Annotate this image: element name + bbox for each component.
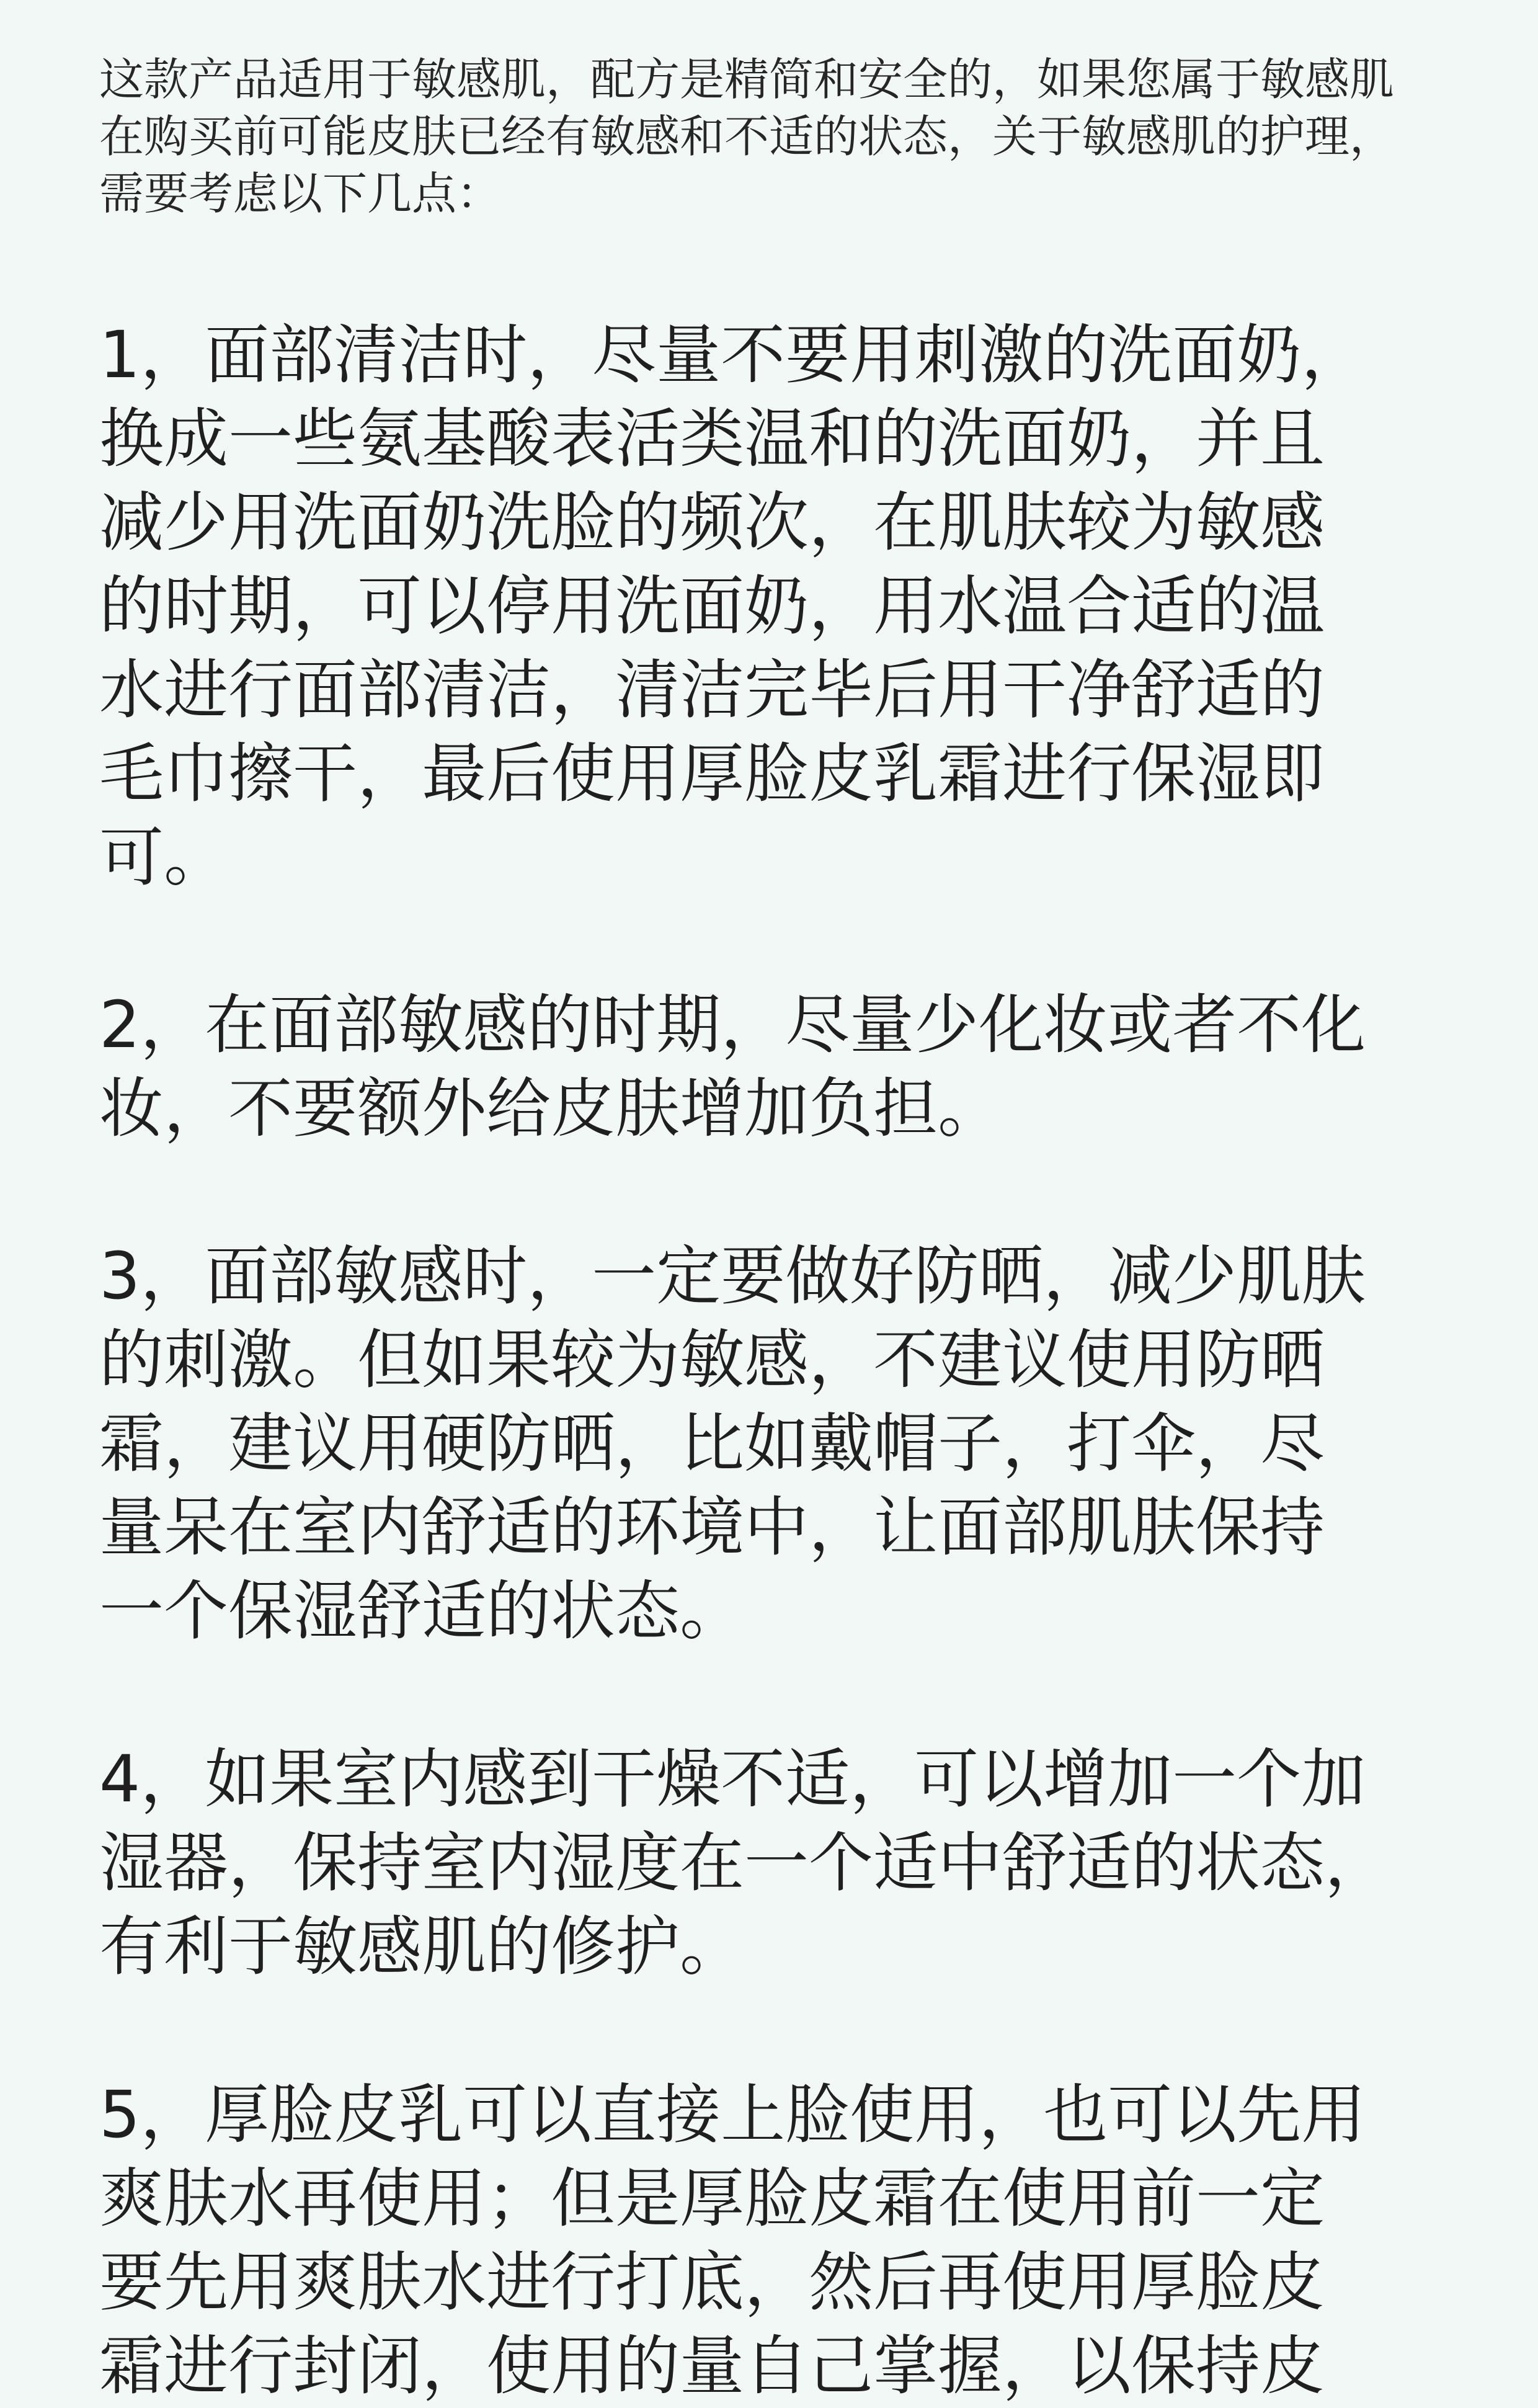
tip-line: 爽肤水再使用；但是厚脸皮霜在使用前一定 bbox=[99, 2161, 1325, 2236]
tip-line: 可。 bbox=[99, 819, 229, 895]
care-tip-1 bbox=[99, 313, 1451, 899]
tip-line: 量呆在室内舒适的环境中，让面部肌肤保持 bbox=[99, 1489, 1325, 1565]
tip-line: 4，如果室内感到干燥不适，可以增加一个加 bbox=[99, 1741, 1366, 1817]
care-tip-2 bbox=[99, 983, 1451, 1151]
tip-line: 霜进行封闭，使用的量自己掌握，以保持皮 bbox=[99, 2328, 1325, 2404]
tip-line: 的刺激。但如果较为敏感，不建议使用防晒 bbox=[99, 1322, 1325, 1398]
tip-line: 要先用爽肤水进行打底，然后再使用厚脸皮 bbox=[99, 2244, 1325, 2320]
tip-line: 霜，建议用硬防晒，比如戴帽子，打伞，尽 bbox=[99, 1406, 1325, 1481]
tip-line: 换成一些氨基酸表活类温和的洗面奶，并且 bbox=[99, 401, 1325, 476]
tip-line: 1，面部清洁时，尽量不要用刺激的洗面奶， bbox=[99, 317, 1366, 393]
tip-line: 减少用洗面奶洗脸的频次，在肌肤较为敏感 bbox=[99, 484, 1325, 560]
tip-line: 水进行面部清洁，清洁完毕后用干净舒适的 bbox=[99, 652, 1325, 728]
tip-line: 有利于敏感肌的修护。 bbox=[99, 1909, 745, 1984]
tip-line: 湿器，保持室内湿度在一个适中舒适的状态， bbox=[99, 1825, 1390, 1901]
intro-line: 需要考虑以下几点： bbox=[99, 167, 502, 220]
tip-line: 妆，不要额外给皮肤增加负担。 bbox=[99, 1071, 1003, 1146]
tip-line: 一个保湿舒适的状态。 bbox=[99, 1573, 745, 1649]
intro-line: 在购买前可能皮肤已经有敏感和不适的状态，关于敏感肌的护理， bbox=[99, 110, 1395, 163]
tip-line: 的时期，可以停用洗面奶，用水温合适的温 bbox=[99, 568, 1325, 644]
care-tip-3 bbox=[99, 1234, 1451, 1653]
intro-line: 这款产品适用于敏感肌，配方是精简和安全的，如果您属于敏感肌 bbox=[99, 53, 1395, 105]
care-tip-4 bbox=[99, 1737, 1451, 1989]
tip-line: 毛巾擦干，最后使用厚脸皮乳霜进行保湿即 bbox=[99, 736, 1325, 811]
care-tip-5 bbox=[99, 2073, 1451, 2408]
tip-line: 5，厚脸皮乳可以直接上脸使用，也可以先用 bbox=[99, 2077, 1366, 2152]
intro-paragraph bbox=[99, 51, 1439, 222]
tip-line: 2，在面部敏感的时期，尽量少化妆或者不化 bbox=[99, 987, 1366, 1063]
tip-line: 3，面部敏感时，一定要做好防晒，减少肌肤 bbox=[99, 1238, 1366, 1314]
